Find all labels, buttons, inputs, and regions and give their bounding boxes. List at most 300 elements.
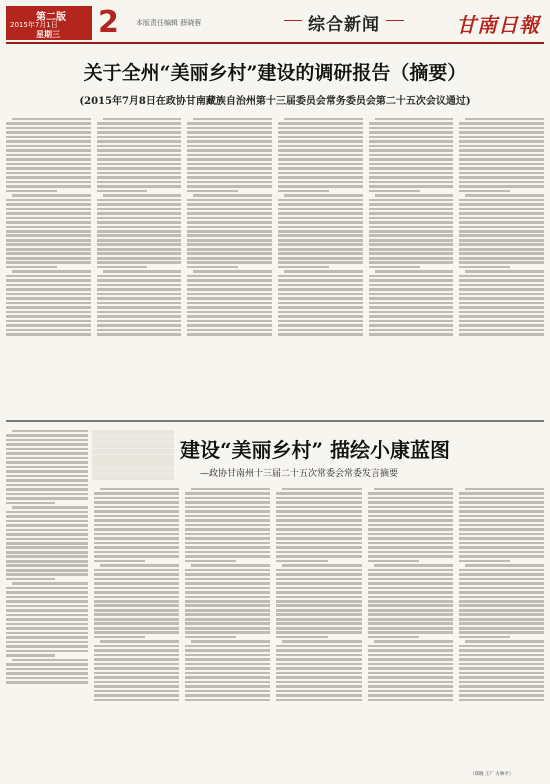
text-line <box>97 230 182 233</box>
article2-column <box>368 486 453 780</box>
text-line <box>459 302 544 305</box>
text-line <box>185 690 270 693</box>
text-line <box>94 528 179 531</box>
text-line <box>368 533 453 536</box>
text-line <box>459 497 544 500</box>
text-line <box>278 320 363 323</box>
text-line <box>97 257 182 260</box>
text-line <box>6 163 91 166</box>
text-line <box>276 627 361 630</box>
text-line <box>459 649 544 652</box>
text-line <box>97 149 182 152</box>
text-line <box>369 145 454 148</box>
text-line <box>276 578 361 581</box>
text-line <box>459 297 544 300</box>
text-line <box>459 667 544 670</box>
text-line <box>459 288 544 291</box>
text-line <box>94 676 179 679</box>
text-line <box>459 528 544 531</box>
text-line <box>278 306 363 309</box>
text-line <box>368 591 453 594</box>
text-line <box>459 203 544 206</box>
text-line <box>368 551 453 554</box>
text-line <box>97 261 182 264</box>
text-line <box>6 515 88 518</box>
text-line <box>368 636 419 639</box>
text-line <box>187 221 272 224</box>
text-line <box>94 582 179 585</box>
text-line <box>369 185 454 188</box>
text-line <box>187 329 272 332</box>
text-line <box>459 694 544 697</box>
text-line <box>187 122 272 125</box>
text-line <box>276 524 361 527</box>
text-line <box>6 618 88 621</box>
page-number: 2 <box>98 5 119 40</box>
text-line <box>97 315 182 318</box>
text-line <box>368 506 453 509</box>
text-line <box>97 140 182 143</box>
text-line <box>276 546 361 549</box>
text-line <box>6 569 88 572</box>
text-line <box>6 221 91 224</box>
text-line <box>6 217 91 220</box>
text-line <box>193 118 272 121</box>
text-line <box>374 488 453 491</box>
text-line <box>459 181 544 184</box>
text-line <box>459 501 544 504</box>
text-line <box>187 140 272 143</box>
text-line <box>276 604 361 607</box>
text-line <box>276 537 361 540</box>
text-line <box>185 506 270 509</box>
text-line <box>100 488 179 491</box>
text-line <box>278 163 363 166</box>
text-line <box>465 488 544 491</box>
text-line <box>459 573 544 576</box>
text-line <box>185 699 270 702</box>
text-line <box>459 515 544 518</box>
text-line <box>185 649 270 652</box>
text-line <box>187 239 272 242</box>
text-line <box>185 591 270 594</box>
text-line <box>276 649 361 652</box>
text-line <box>459 582 544 585</box>
text-line <box>97 176 182 179</box>
text-line <box>187 203 272 206</box>
text-line <box>185 631 270 634</box>
article1-column <box>369 116 454 416</box>
text-line <box>94 510 179 513</box>
text-line <box>459 591 544 594</box>
text-line <box>369 167 454 170</box>
text-line <box>369 302 454 305</box>
text-line <box>185 492 270 495</box>
text-line <box>185 551 270 554</box>
text-line <box>278 140 363 143</box>
text-line <box>185 676 270 679</box>
text-line <box>97 199 182 202</box>
text-line <box>187 261 272 264</box>
text-line <box>368 676 453 679</box>
text-line <box>94 627 179 630</box>
text-line <box>369 203 454 206</box>
text-line <box>459 230 544 233</box>
text-line <box>6 190 57 193</box>
text-line <box>193 194 272 197</box>
text-line <box>369 172 454 175</box>
text-line <box>94 596 179 599</box>
text-line <box>97 181 182 184</box>
text-line <box>369 199 454 202</box>
text-line <box>187 293 272 296</box>
text-line <box>187 136 272 139</box>
text-line <box>97 320 182 323</box>
text-line <box>459 578 544 581</box>
text-line <box>185 681 270 684</box>
text-line <box>459 279 544 282</box>
text-line <box>193 270 272 273</box>
text-line <box>369 190 420 193</box>
text-line <box>187 199 272 202</box>
text-line <box>368 699 453 702</box>
text-line <box>6 600 88 603</box>
text-line <box>369 176 454 179</box>
article1-column <box>278 116 363 416</box>
text-line <box>459 306 544 309</box>
text-line <box>284 194 363 197</box>
text-line <box>187 149 272 152</box>
text-line <box>94 690 179 693</box>
text-line <box>185 622 270 625</box>
text-line <box>369 234 454 237</box>
text-line <box>94 578 179 581</box>
text-line <box>368 649 453 652</box>
text-line <box>100 564 179 567</box>
text-line <box>185 515 270 518</box>
text-line <box>97 217 182 220</box>
text-line <box>94 587 179 590</box>
text-line <box>278 243 363 246</box>
text-line <box>369 131 454 134</box>
text-line <box>97 234 182 237</box>
text-line <box>6 329 91 332</box>
text-line <box>276 596 361 599</box>
text-line <box>369 279 454 282</box>
text-line <box>278 167 363 170</box>
text-line <box>97 333 182 336</box>
text-line <box>185 604 270 607</box>
text-line <box>97 284 182 287</box>
text-line <box>191 640 270 643</box>
text-line <box>187 158 272 161</box>
text-line <box>276 555 361 558</box>
text-line <box>368 645 453 648</box>
article1-column <box>6 116 91 416</box>
text-line <box>278 127 363 130</box>
text-line <box>185 501 270 504</box>
text-line <box>465 270 544 273</box>
article2-column <box>185 486 270 780</box>
text-line <box>459 685 544 688</box>
text-line <box>368 622 453 625</box>
article1-column <box>459 116 544 416</box>
text-line <box>94 573 179 576</box>
text-line <box>459 248 544 251</box>
text-line <box>369 306 454 309</box>
text-line <box>185 497 270 500</box>
weekday: 星期三 <box>36 30 60 39</box>
text-line <box>369 324 454 327</box>
text-line <box>94 681 179 684</box>
text-line <box>276 681 361 684</box>
text-line <box>368 609 453 612</box>
text-line <box>276 690 361 693</box>
text-line <box>465 194 544 197</box>
text-line <box>369 297 454 300</box>
text-line <box>97 221 182 224</box>
text-line <box>276 528 361 531</box>
text-line <box>459 551 544 554</box>
text-line <box>12 118 91 121</box>
text-line <box>97 288 182 291</box>
text-line <box>278 145 363 148</box>
text-line <box>368 613 453 616</box>
text-line <box>187 154 272 157</box>
text-line <box>185 636 236 639</box>
text-line <box>94 506 179 509</box>
text-line <box>6 434 88 437</box>
text-line <box>6 261 91 264</box>
text-line <box>185 667 270 670</box>
text-line <box>6 279 91 282</box>
text-line <box>375 194 454 197</box>
text-line <box>185 672 270 675</box>
text-line <box>459 600 544 603</box>
text-line <box>94 546 179 549</box>
text-line <box>6 230 91 233</box>
text-line <box>187 145 272 148</box>
text-line <box>185 618 270 621</box>
text-line <box>187 230 272 233</box>
text-line <box>6 149 91 152</box>
text-line <box>459 149 544 152</box>
text-line <box>465 118 544 121</box>
text-line <box>459 631 544 634</box>
text-line <box>6 475 88 478</box>
text-line <box>459 199 544 202</box>
text-line <box>368 537 453 540</box>
text-line <box>459 145 544 148</box>
text-line <box>276 533 361 536</box>
text-line <box>187 185 272 188</box>
text-line <box>278 248 363 251</box>
text-line <box>278 275 363 278</box>
text-line <box>6 484 88 487</box>
text-line <box>6 466 88 469</box>
text-line <box>276 672 361 675</box>
text-line <box>459 136 544 139</box>
text-line <box>368 600 453 603</box>
text-line <box>97 145 182 148</box>
text-line <box>185 694 270 697</box>
text-line <box>185 573 270 576</box>
text-line <box>374 564 453 567</box>
text-line <box>185 528 270 531</box>
text-line <box>12 270 91 273</box>
text-line <box>6 439 88 442</box>
text-line <box>368 546 453 549</box>
text-line <box>278 230 363 233</box>
text-line <box>459 537 544 540</box>
text-line <box>97 172 182 175</box>
text-line <box>369 320 454 323</box>
text-line <box>368 596 453 599</box>
text-line <box>187 243 272 246</box>
text-line <box>276 582 361 585</box>
text-line <box>6 573 88 576</box>
text-line <box>369 333 454 336</box>
text-line <box>276 613 361 616</box>
text-line <box>94 560 145 563</box>
text-line <box>94 542 179 545</box>
text-line <box>6 461 88 464</box>
text-line <box>368 515 453 518</box>
text-line <box>369 154 454 157</box>
text-line <box>276 515 361 518</box>
text-line <box>459 275 544 278</box>
text-line <box>459 293 544 296</box>
text-line <box>459 154 544 157</box>
article2-column <box>94 486 179 780</box>
text-line <box>94 618 179 621</box>
text-line <box>187 266 238 269</box>
text-line <box>278 208 363 211</box>
text-line <box>459 261 544 264</box>
text-line <box>278 293 363 296</box>
text-line <box>276 501 361 504</box>
text-line <box>97 279 182 282</box>
text-line <box>278 199 363 202</box>
text-line <box>459 506 544 509</box>
text-line <box>278 122 363 125</box>
text-line <box>97 167 182 170</box>
text-line <box>6 663 88 666</box>
text-line <box>97 208 182 211</box>
text-line <box>459 555 544 558</box>
text-line <box>276 600 361 603</box>
text-line <box>187 181 272 184</box>
text-line <box>6 511 88 514</box>
text-line <box>276 510 361 513</box>
text-line <box>94 658 179 661</box>
text-line <box>6 266 57 269</box>
text-line <box>459 645 544 648</box>
text-line <box>187 320 272 323</box>
text-line <box>368 672 453 675</box>
text-line <box>6 297 91 300</box>
text-line <box>94 609 179 612</box>
text-line <box>368 528 453 531</box>
text-line <box>369 127 454 130</box>
text-line <box>185 613 270 616</box>
text-line <box>185 645 270 648</box>
text-line <box>369 248 454 251</box>
text-line <box>459 266 510 269</box>
text-line <box>187 252 272 255</box>
text-line <box>278 297 363 300</box>
text-line <box>369 275 454 278</box>
text-line <box>94 515 179 518</box>
text-line <box>374 640 453 643</box>
text-line <box>459 163 544 166</box>
text-line <box>278 311 363 314</box>
text-line <box>278 181 363 184</box>
text-line <box>6 443 88 446</box>
text-line <box>187 163 272 166</box>
text-line <box>6 623 88 626</box>
text-line <box>276 573 361 576</box>
text-line <box>6 555 88 558</box>
text-line <box>459 609 544 612</box>
text-line <box>185 569 270 572</box>
editors-credit: 本版责任编辑 薛晓蓉 <box>136 19 202 27</box>
section-title: 综合新闻 <box>308 10 380 35</box>
text-line <box>185 524 270 527</box>
text-line <box>185 654 270 657</box>
text-line <box>369 163 454 166</box>
text-line <box>369 217 454 220</box>
text-line <box>187 257 272 260</box>
text-line <box>459 185 544 188</box>
text-line <box>97 239 182 242</box>
text-line <box>368 663 453 666</box>
issue-date: 2015年7月1日 <box>10 21 58 29</box>
text-line <box>6 293 91 296</box>
text-line <box>6 614 88 617</box>
text-line <box>276 667 361 670</box>
text-line <box>6 546 88 549</box>
text-line <box>6 288 91 291</box>
text-line <box>369 284 454 287</box>
article1-subhead: (2015年7月8日在政协甘南藏族自治州第十三届委员会常务委员会第二十五次会议通过) <box>79 96 471 107</box>
text-line <box>187 226 272 229</box>
text-line <box>6 520 88 523</box>
text-line <box>97 127 182 130</box>
text-line <box>12 430 88 433</box>
text-line <box>368 519 453 522</box>
text-line <box>94 667 179 670</box>
text-line <box>97 243 182 246</box>
text-line <box>187 279 272 282</box>
text-line <box>185 596 270 599</box>
text-line <box>278 234 363 237</box>
text-line <box>459 333 544 336</box>
text-line <box>368 524 453 527</box>
text-line <box>97 185 182 188</box>
text-line <box>278 288 363 291</box>
text-line <box>369 239 454 242</box>
text-line <box>369 243 454 246</box>
text-line <box>278 226 363 229</box>
text-line <box>369 266 420 269</box>
text-line <box>459 672 544 675</box>
text-line <box>278 221 363 224</box>
text-line <box>459 604 544 607</box>
text-line <box>368 510 453 513</box>
text-line <box>459 226 544 229</box>
text-line <box>97 266 148 269</box>
